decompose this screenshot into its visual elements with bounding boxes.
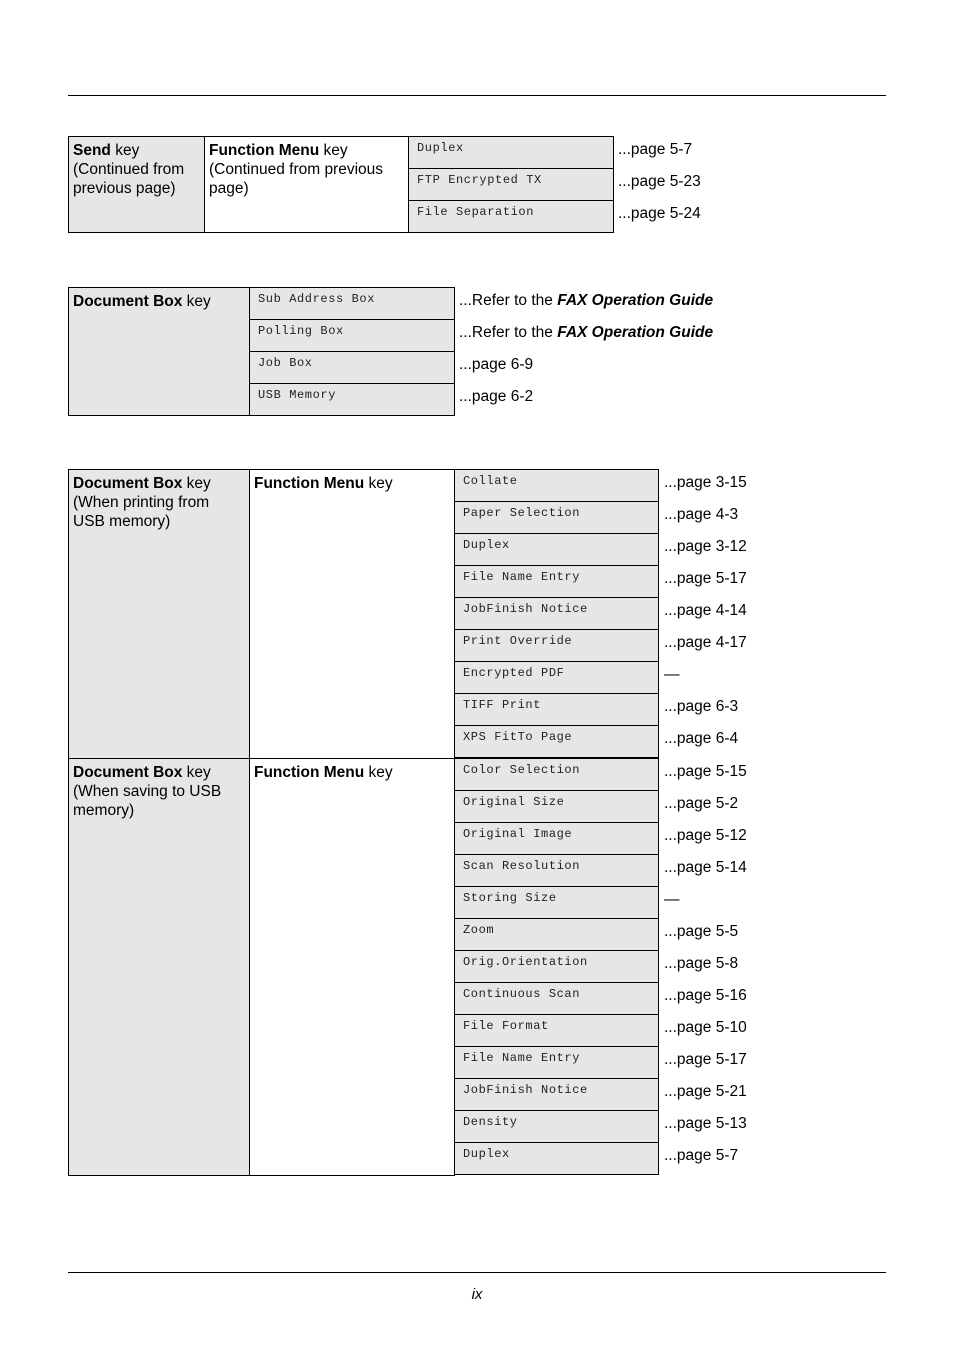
guide-title: FAX Operation Guide [557, 324, 714, 341]
menu-item [454, 790, 659, 823]
menu-item-label: Sub Address Box [258, 292, 376, 306]
page-reference: ...page 5-15 [664, 763, 747, 780]
menu-item-label: Duplex [463, 1147, 510, 1161]
menu-item [454, 629, 659, 662]
printing-usb-note: (When printing from USB memory) [73, 494, 210, 530]
menu-item [408, 200, 614, 233]
menu-item [454, 854, 659, 887]
guide-title: FAX Operation Guide [557, 292, 714, 309]
page-reference: ...page 5-14 [664, 859, 747, 876]
page-reference: — [664, 666, 680, 683]
menu-item-label: XPS FitTo Page [463, 730, 573, 744]
document-box-key-label: Document Box [73, 293, 183, 310]
menu-item [454, 758, 659, 791]
menu-item [454, 693, 659, 726]
saving-usb-key-label: Document Box [73, 764, 183, 781]
page-reference: ...page 5-12 [664, 827, 747, 844]
menu-item-label: JobFinish Notice [463, 602, 588, 616]
page-reference: ...page 6-4 [664, 730, 739, 747]
menu-item-label: Scan Resolution [463, 859, 581, 873]
menu-item-label: File Separation [417, 205, 535, 219]
menu-item-label: Print Override [463, 634, 573, 648]
menu-item-label: Polling Box [258, 324, 344, 338]
menu-item [454, 1014, 659, 1047]
page-reference: ...page 6-3 [664, 698, 739, 715]
header-rule [68, 95, 886, 96]
send-key-label: Send [73, 142, 111, 159]
menu-item [454, 533, 659, 566]
menu-item-label: JobFinish Notice [463, 1083, 588, 1097]
page-reference: ...Refer to the FAX Operation Guide [459, 324, 714, 341]
page-reference: ...page 5-13 [664, 1115, 747, 1132]
printing-function-menu-label: Function Menu [254, 475, 365, 492]
page-reference: ...page 6-2 [459, 388, 534, 405]
page-number: ix [471, 1286, 483, 1303]
page-reference: ...page 6-9 [459, 356, 534, 373]
menu-item [408, 136, 614, 169]
menu-item-label: File Name Entry [463, 1051, 581, 1065]
page-reference: — [664, 891, 680, 908]
page-reference: ...page 4-3 [664, 506, 739, 523]
menu-item [454, 661, 659, 694]
menu-item-label: Density [463, 1115, 518, 1129]
page-reference: ...page 5-8 [664, 955, 739, 972]
menu-item-label: Job Box [258, 356, 313, 370]
page-reference: ...page 4-17 [664, 634, 747, 651]
menu-item [454, 469, 659, 502]
send-key-cell: Send key (Continued from previous page) [68, 136, 205, 233]
menu-item [454, 1142, 659, 1175]
menu-item [454, 1078, 659, 1111]
printing-usb-key-cell: Document Box key (When printing from USB memory) [68, 469, 250, 759]
menu-item-label: Color Selection [463, 763, 581, 777]
saving-usb-note: (When saving to USB memory) [73, 783, 222, 819]
page-reference: ...page 5-5 [664, 923, 739, 940]
page-reference: ...page 5-7 [618, 141, 693, 158]
function-menu-key-note: (Continued from previous page) [209, 161, 384, 197]
menu-item [454, 1110, 659, 1143]
menu-item-label: File Format [463, 1019, 549, 1033]
page-reference: ...Refer to the FAX Operation Guide [459, 292, 714, 309]
menu-item [408, 168, 614, 201]
page-reference: ...page 3-12 [664, 538, 747, 555]
menu-item [454, 886, 659, 919]
menu-item [454, 725, 659, 758]
menu-item-label: Continuous Scan [463, 987, 581, 1001]
menu-item-label: Paper Selection [463, 506, 581, 520]
menu-item-label: TIFF Print [463, 698, 542, 712]
menu-item [454, 1046, 659, 1079]
menu-item [454, 597, 659, 630]
menu-item [454, 918, 659, 951]
menu-item [249, 383, 455, 416]
page-reference: ...page 4-14 [664, 602, 747, 619]
function-menu-key-label: Function Menu [209, 142, 320, 159]
menu-item-label: Original Image [463, 827, 573, 841]
menu-item-label: Original Size [463, 795, 565, 809]
menu-item [454, 950, 659, 983]
page-reference: ...page 5-17 [664, 570, 747, 587]
menu-item-label: Zoom [463, 923, 495, 937]
page-reference: ...page 5-2 [664, 795, 739, 812]
menu-item-label: Encrypted PDF [463, 666, 565, 680]
footer-rule [68, 1272, 886, 1273]
menu-item-label: Duplex [417, 141, 464, 155]
menu-item [454, 501, 659, 534]
page-reference: ...page 5-16 [664, 987, 747, 1004]
page-reference: ...page 5-21 [664, 1083, 747, 1100]
page-reference: ...page 3-15 [664, 474, 747, 491]
menu-item-label: USB Memory [258, 388, 337, 402]
page-reference: ...page 5-17 [664, 1051, 747, 1068]
document-box-key-cell: Document Box key [68, 287, 250, 416]
send-key-note: (Continued from previous page) [73, 161, 185, 197]
menu-item [249, 319, 455, 352]
menu-item-label: Duplex [463, 538, 510, 552]
printing-function-menu-cell: Function Menu key [249, 469, 455, 759]
saving-function-menu-cell: Function Menu key [249, 758, 455, 1176]
saving-usb-key-cell: Document Box key (When saving to USB memory) [68, 758, 250, 1176]
menu-item-label: Storing Size [463, 891, 557, 905]
menu-item [249, 287, 455, 320]
menu-item [454, 565, 659, 598]
page-reference: ...page 5-24 [618, 205, 701, 222]
menu-item-label: Orig.Orientation [463, 955, 588, 969]
page-reference: ...page 5-10 [664, 1019, 747, 1036]
page-reference: ...page 5-7 [664, 1147, 739, 1164]
function-menu-key-cell: Function Menu key (Continued from previous page) [204, 136, 409, 233]
printing-usb-key-label: Document Box [73, 475, 183, 492]
menu-item-label: FTP Encrypted TX [417, 173, 542, 187]
menu-item-label: File Name Entry [463, 570, 581, 584]
menu-item [454, 982, 659, 1015]
menu-item [249, 351, 455, 384]
menu-item [454, 822, 659, 855]
saving-function-menu-label: Function Menu [254, 764, 365, 781]
page-reference: ...page 5-23 [618, 173, 701, 190]
menu-item-label: Collate [463, 474, 518, 488]
